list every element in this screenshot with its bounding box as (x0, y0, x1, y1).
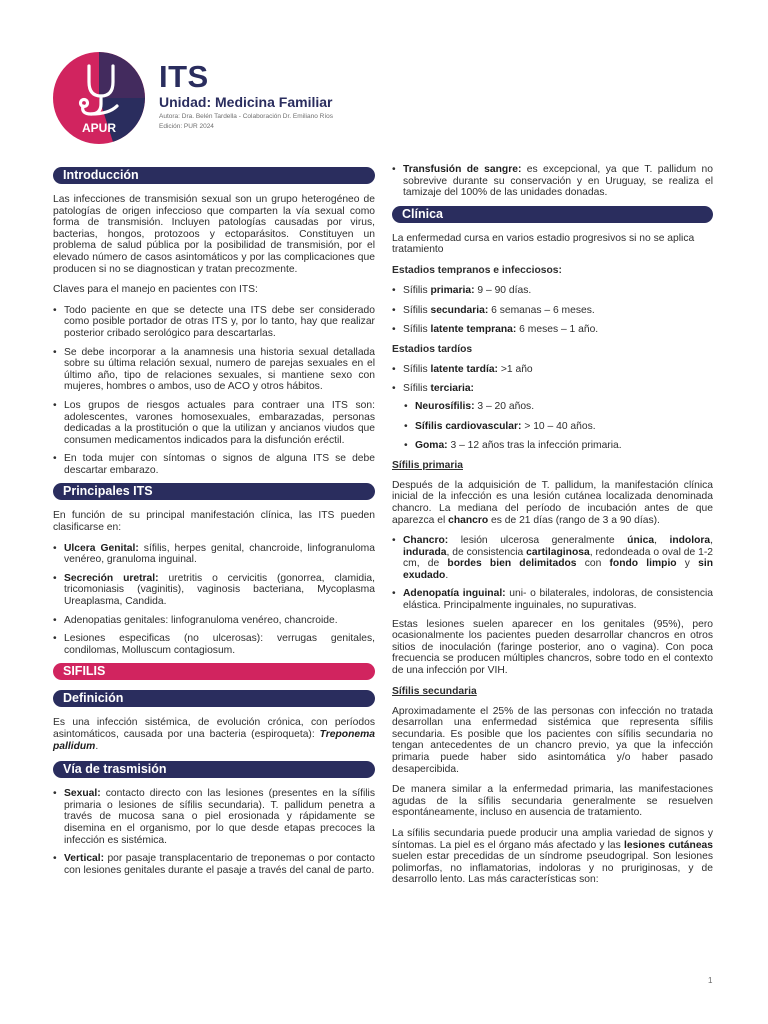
secundaria-paragraph-2: De manera similar a la enfermedad primaria, las manifestaciones agudas de la sífilis secundaria generalmente se resuelven espontáneamente, incluso en ausencia de tratamiento. (392, 784, 713, 819)
section-header-definicion: Definición (53, 690, 375, 707)
list-item: • Neurosífilis: 3 – 20 años. (403, 401, 713, 413)
list-item: • Vertical: por pasaje transplacentario de treponemas o por contacto con lesiones genitales durante el pasaje a través del canal de parto. (53, 853, 375, 876)
via-list (53, 788, 375, 876)
secundaria-paragraph-3: La sífilis secundaria puede producir una amplia variedad de signos y síntomas. La piel es el órgano más afectado y las lesiones cutáneas suelen estar precedidas de un síndrome pseudogripal. Son lesiones polimorfas, no inflamatorias, indoloras y no pruriginosas, y de desarrollo lento. Las más características son: (392, 827, 713, 886)
list-item: • Los grupos de riesgos actuales para contraer una ITS son: adolescentes, varones homosexuales, embarazadas, personas dedicadas a la prostitución o que la utilizan y ancianos viudos que consumen medicamentos indicados para la disfunción eréctil. (53, 400, 375, 446)
primaria-list (392, 535, 713, 612)
sifilis-primaria-heading: Sífilis primaria (392, 459, 463, 471)
list-item: • Sífilis primaria: 9 – 90 días. (392, 285, 713, 297)
early-stages-heading: Estadios tempranos e infecciosos: (392, 264, 562, 276)
list-item: • Chancro: lesión ulcerosa generalmente única, indolora, indurada, de consistencia cartilaginosa, redondeada o oval de 1-2 cm, de bordes bien delimitados con fondo limpio y sin exudado. (392, 535, 713, 581)
left-column (53, 167, 375, 883)
primaria-paragraph-2: Estas lesiones suelen aparecer en los genitales (95%), pero ocasionalmente los pacientes pueden desarrollar chancros en otros sitios de inoculación (faringe posterior, ano o vagina). Con poca frecuencia se producen múltiples chancros, sobre todo en el contexto de una infección por VIH. (392, 618, 713, 677)
list-item: • Adenopatias genitales: linfogranuloma venéreo, chancroide. (53, 615, 375, 627)
section-header-clinica: Clínica (392, 206, 713, 223)
secundaria-paragraph-1: Aproximadamente el 25% de las personas con infección no tratada desarrollan una enfermedad sistémica que representa sífilis secundaria. Es posible que los pacientes con sífilis secundaria no tengan antecedentes de un chancro previo, ya que la infección primaria puede haber sido asintomática y/o haber pasado desapercibida. (392, 705, 713, 775)
edition-line: Edición: PUR 2024 (159, 123, 214, 130)
apur-logo (53, 52, 145, 144)
list-item: • Lesiones especificas (no ulcerosas): verrugas genitales, condilomas, Molluscum contagiosum. (53, 633, 375, 656)
logo-text: APUR (81, 121, 117, 135)
document-title: ITS (159, 59, 209, 94)
list-item: • Goma: 3 – 12 años tras la infección primaria. (403, 440, 713, 452)
section-header-sifilis: SIFILIS (53, 663, 375, 680)
authors-line: Autora: Dra. Belén Tardella - Colaboración Dr. Emiliano Ríos (159, 113, 334, 120)
section-header-principales-its: Principales ITS (53, 483, 375, 500)
intro-keys-lead: Claves para el manejo en pacientes con ITS: (53, 284, 258, 296)
list-item: • Adenopatía inguinal: uni- o bilaterales, indoloras, de consistencia elástica. Principalmente inguinales, no supurativas. (392, 588, 713, 611)
list-item: • Ulcera Genital: sífilis, herpes genital, chancroide, linfogranuloma venéreo, granuloma inguinal. (53, 543, 375, 566)
list-item: • Se debe incorporar a la anamnesis una historia sexual detallada sobre su última relación sexual, numero de parejas sexuales en el último año, tipo de relaciones sexuales, si mantiene sexo con mujeres, hombres o ambos, uso de ACO y otros hábitos. (53, 347, 375, 393)
page-number: 1 (708, 976, 713, 985)
list-item: • Secreción uretral: uretritis o cervicitis (gonorrea, clamidia, tricomoniasis (vaginitis), vaginosis bacteriana, Mycoplasma Ureaplasma, Candida. (53, 573, 375, 608)
early-stages-list (392, 285, 713, 336)
sifilis-secundaria-heading: Sífilis secundaria (392, 685, 477, 697)
list-item: • Transfusión de sangre: es excepcional, ya que T. pallidum no sobrevive durante su conservación y en Uruguay, se realiza el tamizaje del 100% de las unidades donadas. (392, 164, 713, 199)
document-subtitle: Unidad: Medicina Familiar (159, 94, 333, 110)
list-item: • Sífilis latente temprana: 6 meses – 1 año. (392, 324, 713, 336)
section-header-introduccion: Introducción (53, 167, 375, 184)
tertiary-list (403, 401, 713, 452)
list-item: • Todo paciente en que se detecte una ITS debe ser considerado como posible portador de otras ITS y, por lo tanto, hay que realizar posterior cribado serológico para descartarlas. (53, 305, 375, 340)
list-item: • En toda mujer con síntomas o signos de alguna ITS se debe descartar embarazo. (53, 453, 375, 476)
primaria-paragraph: Después de la adquisición de T. pallidum, la manifestación clínica inicial de la infección es una lesión cutánea localizada denominada chancro. La mediana del período de incubación antes de que aparezca el chancro es de 21 días (rango de 3 a 90 días). (392, 479, 713, 526)
principales-lead: En función de su principal manifestación clínica, las ITS pueden clasificarse en: (53, 510, 375, 534)
principales-list (53, 543, 375, 657)
definicion-paragraph: Es una infección sistémica, de evolución crónica, con períodos asintomáticos, causada por una bacteria (espiroqueta): Treponema pallidum. (53, 717, 375, 752)
list-item: • Sífilis cardiovascular: > 10 – 40 años. (403, 421, 713, 433)
list-item: • Sífilis terciaria: • Neurosífilis: 3 – 20 años. • Sífilis cardiovascular: > 10 – 40 años. • Goma: 3 – 12 años tras la infección primaria. (392, 383, 713, 451)
intro-keys-list (53, 305, 375, 477)
section-header-via-trasmision: Vía de trasmisión (53, 761, 375, 778)
clinica-lead: La enfermedad cursa en varios estadio progresivos si no se aplica tratamiento (392, 232, 695, 256)
list-item: • Sífilis latente tardía: >1 año (392, 364, 713, 376)
list-item: • Sífilis secundaria: 6 semanas – 6 meses. (392, 305, 713, 317)
late-stages-heading: Estadios tardíos (392, 343, 473, 355)
via-list-continued (392, 164, 713, 199)
intro-paragraph: Las infecciones de transmisión sexual son un grupo heterogéneo de patologías de origen infeccioso que comparten la vía sexual como forma de transmisión. Incluyen patologías causadas por virus, bacterias, hongos, protozoos y ectoparásitos. Constituyen un problema de salud pública por la posibilidad de transmisión, por el elevado número de casos asintomáticos y por las complicaciones que producen si no se diagnostican y tratan precozmente. (53, 194, 375, 275)
list-item: • Sexual: contacto directo con las lesiones (presentes en la sífilis primaria o lesiones de sífilis secundaria). T. pallidum penetra a través de mucosa sana o piel erosionada y rápidamente se disemina en el organismo, por lo que desde etapas precoces la infección es sistémica. (53, 788, 375, 846)
right-column (392, 164, 713, 895)
late-stages-list (392, 364, 713, 452)
